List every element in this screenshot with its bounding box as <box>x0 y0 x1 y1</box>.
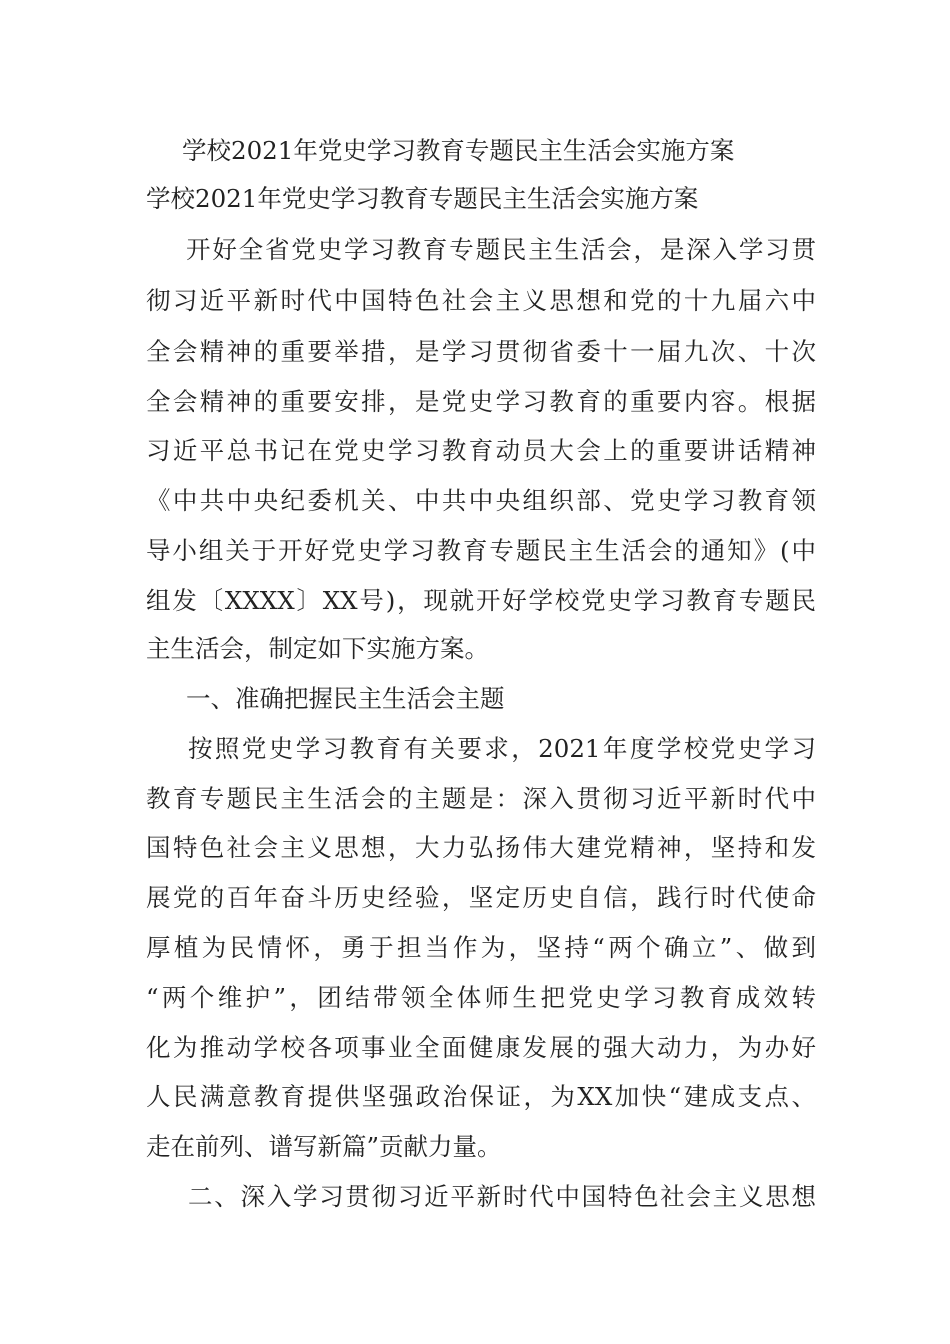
paragraph-line: 组发〔XXXX〕XX号)，现就开好学校党史学习教育专题民 <box>146 586 816 615</box>
paragraph-line: 导小组关于开好党史学习教育专题民主生活会的通知》(中 <box>146 536 816 565</box>
paragraph-line: 彻习近平新时代中国特色社会主义思想和党的十九届六中 <box>146 286 816 315</box>
document-subtitle: 学校2021年党史学习教育专题民主生活会实施方案 <box>146 184 699 213</box>
paragraph-line: 教育专题民主生活会的主题是：深入贯彻习近平新时代中 <box>146 784 816 813</box>
paragraph-line: 全会精神的重要举措，是学习贯彻省委十一届九次、十次 <box>146 337 816 366</box>
section-heading-2: 二、深入学习贯彻习近平新时代中国特色社会主义思想 <box>188 1182 816 1211</box>
document-title: 学校2021年党史学习教育专题民主生活会实施方案 <box>182 136 735 165</box>
paragraph-line: 化为推动学校各项事业全面健康发展的强大动力，为办好 <box>146 1033 816 1062</box>
paragraph-line: 按照党史学习教育有关要求，2021年度学校党史学习 <box>188 734 816 763</box>
section-heading-1: 一、准确把握民主生活会主题 <box>186 684 505 713</box>
paragraph-line: 《中共中央纪委机关、中共中央组织部、党史学习教育领 <box>146 486 816 515</box>
paragraph-line: 厚植为民情怀，勇于担当作为，坚持“两个确立”、做到 <box>146 933 816 962</box>
paragraph-line: 走在前列、谱写新篇”贡献力量。 <box>146 1132 502 1161</box>
paragraph-line: 人民满意教育提供坚强政治保证，为XX加快“建成支点、 <box>146 1082 816 1111</box>
paragraph-line: 开好全省党史学习教育专题民主生活会，是深入学习贯 <box>186 235 816 264</box>
paragraph-line: 国特色社会主义思想，大力弘扬伟大建党精神，坚持和发 <box>146 833 816 862</box>
paragraph-line: “两个维护”，团结带领全体师生把党史学习教育成效转 <box>146 983 816 1012</box>
paragraph-line: 习近平总书记在党史学习教育动员大会上的重要讲话精神 <box>146 436 816 465</box>
paragraph-line: 展党的百年奋斗历史经验，坚定历史自信，践行时代使命 <box>146 883 816 912</box>
paragraph-line: 全会精神的重要安排，是党史学习教育的重要内容。根据 <box>146 387 816 416</box>
paragraph-line: 主生活会，制定如下实施方案。 <box>146 634 489 663</box>
